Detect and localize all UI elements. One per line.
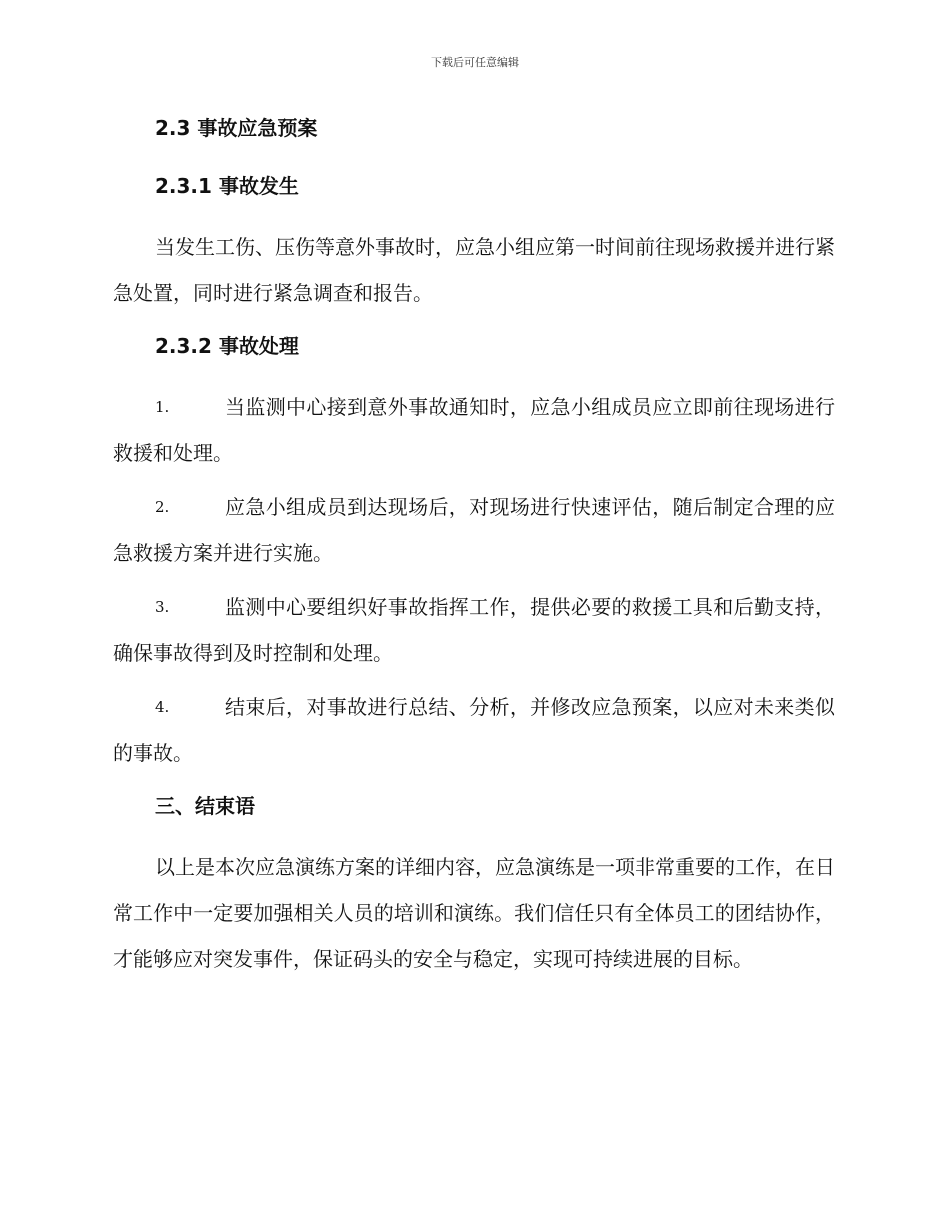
list-item <box>113 584 835 676</box>
list-item-number: 4. <box>155 698 170 716</box>
list-item-text: 结束后，对事故进行总结、分析，并修改应急预案，以应对未来类似的事故。 <box>113 695 835 765</box>
section-2-3-1-paragraph: 当发生工伤、压伤等意外事故时，应急小组应第一时间前往现场救援并进行紧急处置，同时进行紧急调查和报告。 <box>113 235 835 305</box>
list-item-text: 应急小组成员到达现场后，对现场进行快速评估，随后制定合理的应急救援方案并进行实施。 <box>113 495 835 565</box>
list-item <box>113 384 835 476</box>
document-body <box>113 110 835 982</box>
section-2-3-2-title: 2.3.2 事故处理 <box>155 334 299 358</box>
header-note: 下载后可任意编辑 <box>431 56 519 69</box>
list-item-number: 2. <box>155 498 170 516</box>
section-3-paragraph: 以上是本次应急演练方案的详细内容，应急演练是一项非常重要的工作，在日常工作中一定要加强相关人员的培训和演练。我们信任只有全体员工的团结协作，才能够应对突发事件，保证码头的安全与稳定，实现可持续进展的目标。 <box>113 855 835 971</box>
section-3-title: 三、结束语 <box>155 794 255 818</box>
list-item <box>113 684 835 776</box>
list-item-text: 监测中心要组织好事故指挥工作，提供必要的救援工具和后勤支持，确保事故得到及时控制和处理。 <box>113 595 835 665</box>
list-item-number: 1. <box>155 398 170 416</box>
list-item <box>113 484 835 576</box>
list-item-text: 当监测中心接到意外事故通知时，应急小组成员应立即前往现场进行救援和处理。 <box>113 395 835 465</box>
section-2-3-1-title: 2.3.1 事故发生 <box>155 174 299 198</box>
list-item-number: 3. <box>155 598 170 616</box>
section-2-3-title: 2.3 事故应急预案 <box>155 116 318 140</box>
